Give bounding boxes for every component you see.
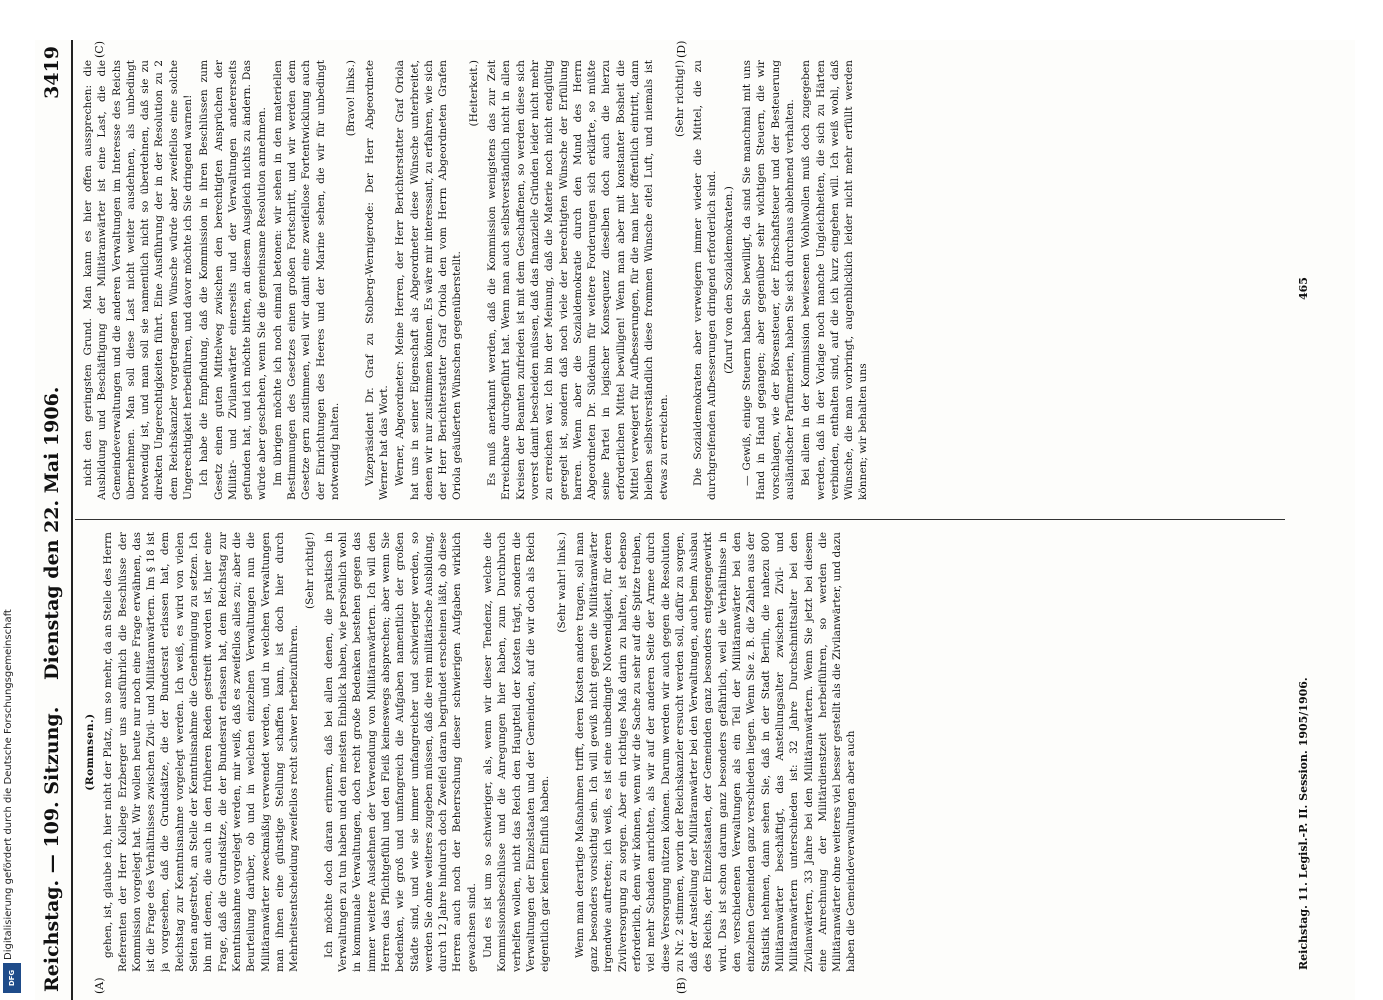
- page-number: 3419: [41, 46, 63, 99]
- interjection: (Sehr richtig!): [673, 60, 686, 137]
- werner-speech: Bei allem in der Kommission bewiesenen Wohlwollen muß doch zugegeben werden, daß in der Vorlage noch manche Ungleichheiten, die sich zu Härten verbinden, enthalten sind, auf die ich kurz eingehen will. Ich weiß wohl, daß Wünsche, die man vorbringt, augenblicklich leider nicht mehr erfüllt werden können; wir behalten uns: [800, 60, 870, 500]
- werner-speech: Es muß anerkannt werden, daß die Kommission wenigstens das zur Zeit Erreichbare durchgeführt hat. Wenn man auch selbstverständlich nicht in allen Kreisen der Beamten zufrieden ist mit dem Geschaffenen, so werden diese sich vorerst damit bescheiden müssen, daß das finanzielle Gründen leider nicht mehr zu erreichen war. Ich bin der Meinung, daß die Materie noch nicht endgültig geregelt ist, sondern daß noch viele der berechtigten Wünsche der Erfüllung harren. Wenn aber die Sozialdemokratie durch den Mund des Herrn Abgeordneten Dr. Südekum für weitere Forderungen sich erklärte, so müßte seine Partei in logischer Konsequenz dieselben doch auch die hierzu erforderlichen Mittel bewilligen! Wenn man aber mit konstanter Bosheit die Mittel verweigert für Aufbesserungen, für die man hier öffentlich eintritt, dann bleiben selbstverständlich diese frommen Wünsche eitel Luft, und niemals ist etwas zu erreichen.: [486, 60, 670, 500]
- werner-speech: — Gewiß, einige Steuern haben Sie bewilligt, da sind Sie manchmal mit uns Hand in Hand gegangen; aber gegenüber sehr wichtigen Steuern, die wir vorschlagen, wie der Börsensteuer, der Erbschaftsteuer und der Besteuerung ausländischer Parfümerien, haben Sie sich durchaus ablehnend verhalten.: [741, 60, 796, 500]
- interjection: (Sehr wahr! links.): [555, 532, 568, 633]
- paragraph: gehen, ist, glaube ich, hier nicht der Platz, um so mehr, da an Stelle des Herrn Referenten der Herr Kollege Erzberger uns ausführlich die Beschlüsse der Kommission vorgelegt hat. Wir wollen heute nur noch eine Frage erwähnen, das ist die Frage des Verhältnisses zwischen Zivil- und Militäranwärtern. Im § 18 ist ja vorgesehen, daß die Grundsätze, die der Bundesrat erlassen hat, dem Reichstag zur Kenntnisnahme vorgelegt werden. Ich weiß, es wird von vielen Seiten angestrebt, an Stelle der Kenntnisnahme die Genehmigung zu setzen. Ich bin mit denen, die auch in den früheren Reden gestreift worden ist, hier eine Frage, daß die Grundsätze, die der Bundesrat erlassen hat, dem Reichstag zur Kenntnisnahme vorgelegt werden, mir weiß, daß es zweifellos alles zu; aber die Beurteilung darüber, ob und in welchen einzelnen Verwaltungen nun die Militäranwärter zweckmäßig verwendet werden, und in welchen Verwaltungen man ihnen eine günstige Stellung schaffen kann, ist doch hier durch Mehrheitsentscheidung zweifellos recht schwer herbeizuführen.: [102, 532, 301, 972]
- page-header: [35, 40, 73, 1000]
- margin-marker-b: (B): [675, 977, 688, 994]
- paragraph: Im übrigen möchte ich noch einmal betonen: wir sehen in den materiellen Bestimmungen des Gesetzes einen großen Fortschritt, und wir werden dem Gesetze gern zustimmen, weil wir damit eine zweifellose Fortentwicklung auch der Einrichtungen des Heeres und der Marine sehen, die wir für unbedingt notwendig halten.: [271, 60, 342, 500]
- column-divider: [75, 519, 1285, 520]
- paragraph: Und es ist um so schwieriger, als, wenn wir dieser Tendenz, welche die Kommissionsbeschlüsse und die Anregungen hier haben, zum Durchbruch verhelfen wollen, nicht das Reich den Hauptteil der Kosten trägt, sondern die Verwaltungen der Einzelstaaten und der Gemeinden, auf die wir doch als Reich eigentlich gar keinen Einfluß haben.: [482, 532, 552, 972]
- paragraph: Ich möchte doch daran erinnern, daß bei allen denen, die praktisch in Verwaltungen zu tun haben und den meisten Einblick haben, wie persönlich wohl in kommunale Verwaltungen, doch recht große Bedenken bestehen gegen das immer weitere Ausdehnen der Verwendung von Militäranwärtern. Ich will den Herren das Pflichtgefühl und den Fleiß keineswegs absprechen; aber wenn Sie bedenken, wie groß und umfangreich die Aufgaben namentlich der großen Städte sind, und wie sie immer umfangreicher und schwieriger werden, so werden Sie ohne weiteres zugeben müssen, daß die rein militärische Ausbildung, durch 12 Jahre hindurch doch Zweifel daran begründet erscheinen läßt, ob diese Herren auch noch der Beherrschung dieser schwierigen Aufgaben wirklich gewachsen sind.: [322, 532, 478, 972]
- sidebar: [0, 0, 22, 1000]
- margin-marker-c: (C): [93, 41, 106, 58]
- left-footer: Reichstag. 11. Legisl.-P. II. Session. 1905/1906.: [1297, 677, 1310, 970]
- speaker-name: (Rommsen.): [84, 713, 96, 791]
- newspaper-page: [35, 40, 1355, 1000]
- right-column: [81, 60, 1281, 500]
- header-title: Reichstag. — 109. Sitzung.: [41, 706, 63, 992]
- interjection: (Heiterkeit.): [467, 60, 480, 127]
- dfg-logo: DFG: [3, 963, 21, 993]
- interjection: (Sehr richtig!): [304, 532, 317, 609]
- left-column: [81, 532, 1281, 972]
- werner-speech: Werner, Abgeordneter: Meine Herren, der Herr Berichterstatter Graf Oriola hat uns in seiner Eigenschaft als Abgeordneter diese Wünsche unterbreitet, denen wir nur zustimmen können. Es wäre mir interessant, zu erfahren, wie sich der Herr Berichterstatter Graf Oriola den vom Herrn Abgeordneten Grafen Oriola geäußerten Wünschen gegenüberstellt.: [394, 60, 464, 500]
- interjection: (Zuruf von den Sozialdemokraten.): [722, 186, 735, 374]
- right-footer: 465: [1297, 277, 1310, 300]
- paragraph: Ich habe die Empfindung, daß die Kommission in ihren Beschlüssen zum Gesetz einen guten Mittelweg zwischen den berechtigten Ansprüchen der Militär- und Zivilanwärter einerseits und der Verwaltungen andererseits gefunden hat, und ich möchte bitten, an diesem Ausgleich nichts zu ändern. Das würde aber geschehen, wenn Sie die gemeinsame Resolution annehmen.: [198, 60, 268, 500]
- paragraph: nicht den geringsten Grund. Man kann es hier offen aussprechen: die Ausbildung und Beschäftigung der Militäranwärter ist eine Last, die die Gemeindeverwaltungen und die anderen Verwaltungen im Interesse des Reichs übernehmen. Man soll diese Last nicht weiter ausdehnen, als unbedingt notwendig ist, und man soll sie namentlich nicht so überdehnen, daß sie zu direkten Ungerechtigkeiten führt. Eine Ausführung der in der Resolution zu 2 dem Reichskanzler vorgetragenen Wünsche würde aber zweifellos eine solche Ungerechtigkeit herbeiführen, und davor möchte ich Sie dringend warnen!: [82, 60, 195, 500]
- werner-speech: Die Sozialdemokraten aber verweigern immer wieder die Mittel, die zu durchgreifenden Aufbesserungen dringend erforderlich sind.: [692, 60, 719, 500]
- header-date: Dienstag den 22. Mai 1906.: [41, 386, 63, 680]
- paragraph: Wenn man derartige Maßnahmen trifft, deren Kosten andere tragen, soll man ganz besonders vorsichtig sein. Ich will gewiß nicht gegen die Militäranwärter irgendwie auftreten; ich weiß, es ist eine unbedingte Notwendigkeit, für deren Zivilversorgung zu sorgen. Aber ein richtiges Maß darin zu halten, ist ebenso erforderlich, denn wir können, wenn wir die Sache zu sehr auf die Spitze treiben, viel mehr Schaden anrichten, als wir auf der anderen Seite der Armee durch diese Versorgung nützen können. Darum werden wir auch gegen die Resolution zu Nr. 2 stimmen, worin der Reichskanzler ersucht werden soll, dafür zu sorgen, daß der Anstellung der Militäranwärter bei den Verwaltungen, auch beim Ausbau des Reichs, der Einzelstaaten, der Gemeinden ganz besonders entgegengewirkt wird. Das ist schon darum ganz besonders gefährlich, weil die Verhältnisse in den verschiedenen Verwaltungen als ein Teil der Militäranwärter bei den einzelnen Gemeinden ganz verschieden liegen. Wenn Sie z. B. die Zahlen aus der Statistik nehmen, dann sehen Sie, daß in der Stadt Berlin, die nahezu 800 Militäranwärter beschäftigt, das Anstellungsalter zwischen Zivil- und Militäranwärtern unterschieden ist: 32 Jahre Durchschnittsalter bei den Zivilanwärtern, 33 Jahre bei den Militäranwärtern. Wenn Sie jetzt bei diesem eine Anrechnung der Militärdienstzeit herbeiführen, so werden die Militäranwärter ohne weiteres viel besser gestellt als die Zivilanwärter, und dazu haben die Gemeindeverwaltungen aber auch: [573, 532, 858, 972]
- margin-marker-d: (D): [675, 40, 688, 58]
- president-statement: Vizepräsident Dr. Graf zu Stolberg-Wernigerode: Der Herr Abgeordnete Werner hat das Wort.: [363, 60, 390, 500]
- interjection: (Bravo! links.): [345, 60, 358, 137]
- margin-marker-a: (A): [93, 977, 106, 994]
- digitization-credit: Digitalisierung gefördert durch die Deutsche Forschungsgemeinschaft: [3, 609, 14, 960]
